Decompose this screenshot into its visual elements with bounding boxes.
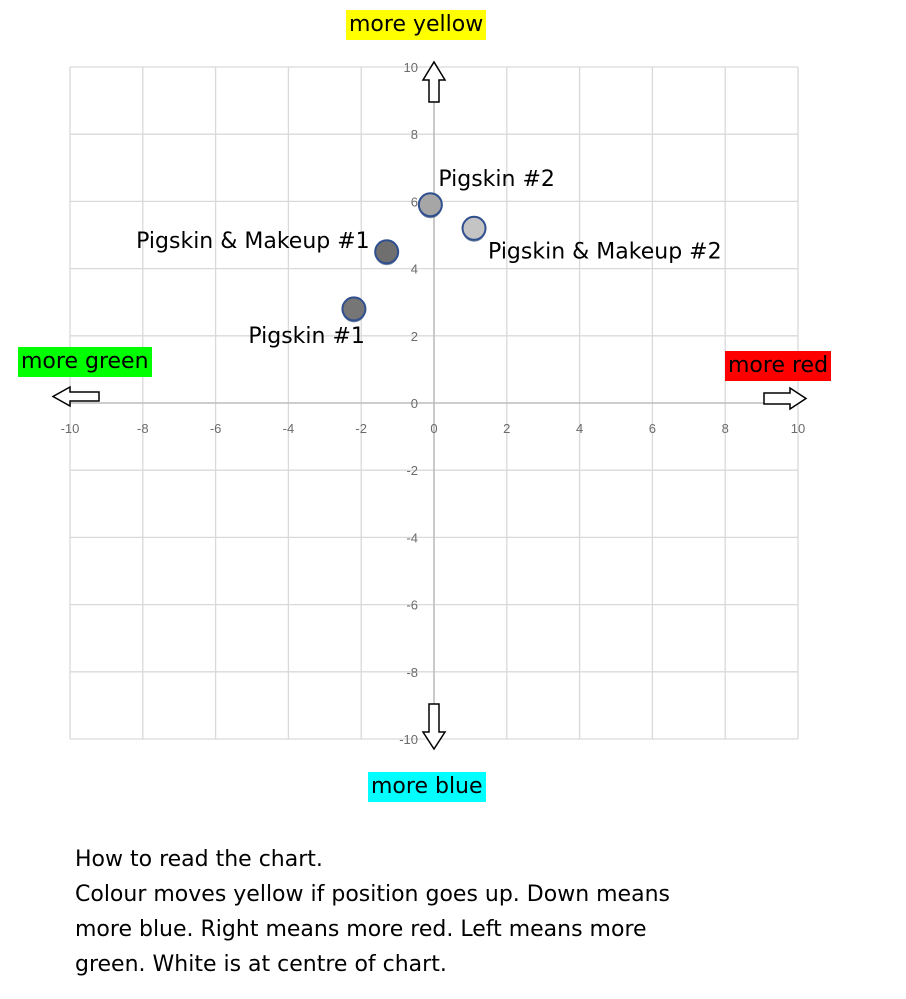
data-point [463,217,486,240]
x-tick-label: -10 [60,421,80,436]
x-tick-label: -2 [355,421,367,436]
x-tick-label: 6 [648,421,657,436]
more-red-label: more red [725,351,831,381]
y-tick-label: 4 [410,261,418,277]
more-yellow-label: more yellow [346,10,486,40]
more-green-label: more green [18,347,152,377]
x-tick-label: 2 [503,421,511,436]
x-tick-label: -8 [137,421,149,436]
axes [70,67,798,739]
x-tick-label: 0 [430,421,438,436]
x-tick-label: -4 [282,421,295,436]
arrow-up-icon [423,62,445,102]
instruction-line: green. White is at centre of chart. [75,952,447,977]
y-tick-label: -2 [406,463,418,479]
point-label: Pigskin & Makeup #2 [488,239,722,265]
y-tick-label: -8 [406,664,418,680]
arrow-down-icon [423,704,445,749]
y-tick-label: 2 [410,328,418,344]
data-points [342,193,485,322]
data-point [342,297,365,320]
y-tick-label: -6 [406,597,418,613]
direction-arrows [53,62,806,749]
how-to-read-text [75,842,875,982]
x-tick-label: 4 [575,421,584,436]
y-tick-label: -10 [399,732,418,747]
point-label: Pigskin & Makeup #1 [136,228,370,254]
y-tick-label: 0 [410,396,418,411]
instruction-line: How to read the chart. [75,847,323,872]
data-point [419,193,442,216]
instruction-line: more blue. Right means more red. Left means more [75,917,647,942]
x-tick-label: 8 [721,421,729,436]
arrow-right-icon [764,388,806,409]
point-label: Pigskin #1 [248,323,365,349]
more-blue-label: more blue [368,772,486,802]
y-tick-label: 8 [410,127,418,143]
data-point [375,240,398,263]
y-tick-label: 6 [410,194,418,210]
y-tick-label: -4 [406,530,418,546]
instruction-line: Colour moves yellow if position goes up. Down means [75,882,670,907]
point-label: Pigskin #2 [438,166,555,192]
x-tick-label: -6 [209,421,222,436]
y-tick-label: 10 [403,60,418,75]
x-tick-label: 10 [790,421,806,436]
